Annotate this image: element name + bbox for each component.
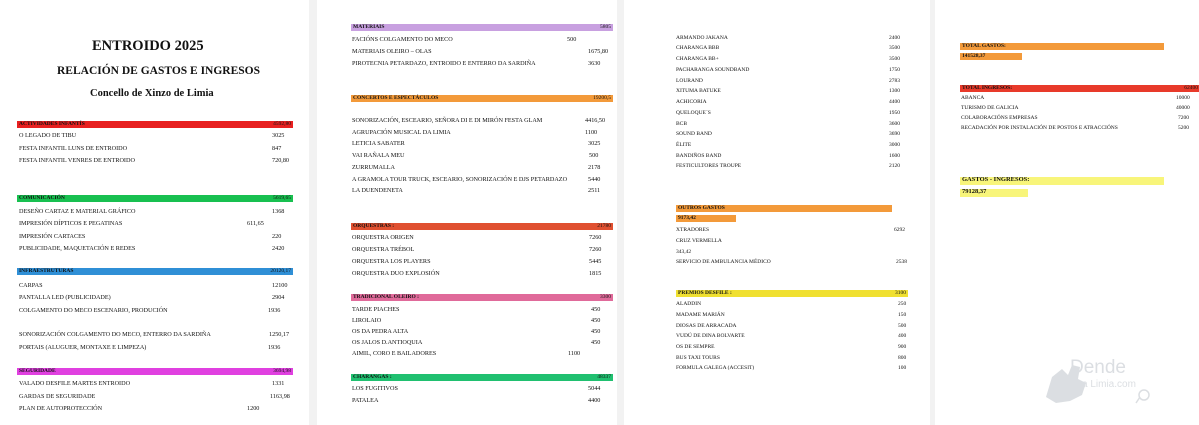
line-item-label: 343,42 — [676, 249, 692, 255]
line-item-label: OS DE SEMPRE — [676, 344, 715, 350]
total-gastos-value: 141528,37 — [962, 53, 986, 59]
watermark-logo — [1042, 357, 1152, 407]
section-total: 3300 — [600, 294, 611, 300]
line-item-label: BUS TAXI TOURS — [676, 355, 720, 361]
line-item-label: CARPAS — [19, 282, 43, 289]
line-item-label: DESEÑO CARTAZ E MATERIAL GRÁFICO — [19, 208, 136, 215]
organization-name: Concello de Xinzo de Limia — [90, 88, 214, 99]
section-label: SEGURIDADE — [19, 368, 56, 374]
line-item-label: DIOSAS DE ARRACADA — [676, 323, 737, 329]
line-item-label: VAI RAÑALA MEU — [352, 152, 405, 159]
line-item-label: RECADACIÓN POR INSTALACIÓN DE POSTOS E ATRACCIÓNS — [961, 125, 1118, 131]
line-item-label: PIROTECNIA PETARDAZO, ENTROIDO E ENTERRO DA SARDIÑA — [352, 60, 536, 67]
line-item-value: 3000 — [889, 142, 900, 148]
line-item-label: MATERIAIS OLEIRO – OLAS — [352, 48, 432, 55]
section-total: 20120,17 — [270, 268, 291, 274]
line-item-label: SOUND BAND — [676, 131, 712, 137]
section-label: CONCERTOS E ESPECTÁCULOS — [353, 95, 439, 101]
line-item-label: TARDE PIACHES — [352, 306, 400, 313]
line-item-label: ACHICORIA — [676, 99, 707, 105]
line-item-label: OS JALOS D.ANTIOQUIA — [352, 339, 423, 346]
line-item-value: 12100 — [272, 282, 288, 289]
page-1 — [0, 0, 309, 425]
line-item-label: O LEGADO DE TIBU — [19, 132, 77, 139]
line-item-value: 250 — [898, 301, 907, 307]
line-item-value: 3025 — [588, 140, 601, 147]
line-item-label: COLGAMENTO DO MECO ESCENARIO, PRODUCIÓN — [19, 307, 168, 314]
line-item-label: IMPRESIÓN DÍPTICOS E PEGATINAS — [19, 220, 123, 227]
line-item-label: FESTA INFANTIL VENRES DE ENTROIDO — [19, 157, 135, 164]
line-item-value: 10000 — [1176, 95, 1190, 101]
line-item-value: 1750 — [889, 67, 900, 73]
line-item-label: PUBLICIDADE, MAQUETACIÓN E REDES — [19, 245, 136, 252]
line-item-label: XTRADORES — [676, 227, 710, 233]
section-label: CHARANGAS : — [353, 374, 392, 380]
gastos-ingresos-label: GASTOS - INGRESOS: — [962, 176, 1030, 183]
line-item-label: LETICIA SABATER — [352, 140, 405, 147]
line-item-value: 3630 — [588, 60, 601, 67]
line-item-label: GARDAS DE SEGURIDADE — [19, 393, 96, 400]
line-item-value: 1250,17 — [269, 331, 290, 338]
line-item-value: 2904 — [272, 294, 285, 301]
line-item-label: ZURRUMALLA — [352, 164, 395, 171]
line-item-value: 3690 — [889, 131, 900, 137]
section-bar-materiais — [351, 24, 613, 31]
line-item-value: 7200 — [1178, 115, 1189, 121]
line-item-label: LA DUENDENETA — [352, 187, 403, 194]
line-item-value: 3500 — [889, 45, 900, 51]
line-item-label: OS DA PEDRA ALTA — [352, 328, 409, 335]
page-3 — [624, 0, 930, 425]
section-total: 4592,80 — [273, 121, 291, 127]
line-item-label: MADAME MARIÁN — [676, 312, 725, 318]
line-item-value: 500 — [567, 36, 577, 43]
line-item-label: AIMIL, CORO E BAILADORES — [352, 350, 437, 357]
line-item-value: 5445 — [589, 258, 602, 265]
line-item-label: IMPRESIÓN CARTACES — [19, 233, 86, 240]
line-item-label: CHARANGA BBB — [676, 45, 720, 51]
line-item-value: 5440 — [588, 176, 601, 183]
line-item-label: VALADO DESFILE MARTES ENTROIDO — [19, 380, 131, 387]
line-item-label: SONORIZACIÓN COLGAMENTO DO MECO, ENTERRO DA SARDIÑA — [19, 331, 211, 338]
line-item-value: 1300 — [889, 88, 900, 94]
section-bar-tradicional-oleiro — [351, 294, 613, 301]
line-item-value: 450 — [591, 306, 601, 313]
line-item-label: PANTALLA LED (PUBLICIDADE) — [19, 294, 111, 301]
line-item-label: COLABORACIÓNS EMPRESAS — [961, 115, 1038, 121]
line-item-value: 1950 — [889, 110, 900, 116]
document-title: ENTROIDO 2025 — [92, 38, 204, 54]
line-item-label: ORQUESTRA DUO EXPLOSIÓN — [352, 270, 440, 277]
line-item-value: 500 — [898, 323, 907, 329]
section-bar-outros-gastos — [676, 205, 892, 212]
section-label: ACTIVIDADES INFANTÍS — [19, 121, 85, 127]
line-item-label: ALADDIN — [676, 301, 702, 307]
line-item-value: 611,65 — [247, 220, 264, 227]
line-item-value: 7260 — [589, 246, 602, 253]
line-item-label: ORQUESTRA TRÉBOL — [352, 246, 415, 253]
section-bar-charangas — [351, 374, 613, 381]
line-item-value: 4400 — [889, 99, 900, 105]
line-item-label: PACHARANGA SOUNDBAND — [676, 67, 750, 73]
line-item-label: FESTA INFANTIL LUNS DE ENTROIDO — [19, 145, 128, 152]
total-ingresos-value: 62400 — [1184, 85, 1198, 91]
total-gastos-label: TOTAL GASTOS: — [962, 43, 1006, 49]
section-total: 5805 — [600, 24, 611, 30]
line-item-label: TURISMO DE GALICIA — [961, 105, 1019, 111]
line-item-value: 2511 — [588, 187, 601, 194]
line-item-label: BCB — [676, 121, 688, 127]
gastos-ingresos-value-bar — [960, 189, 1028, 197]
section-bar-seguridade — [17, 368, 293, 375]
section-label: INFRAESTRUTURAS — [19, 268, 74, 274]
total-ingresos-label: TOTAL INGRESOS: — [962, 85, 1013, 91]
line-item-value: 3500 — [889, 56, 900, 62]
line-item-label: FESTICULTORES TROUPE — [676, 163, 742, 169]
line-item-label: FORMULA GALEGA (ACCESIT) — [676, 365, 755, 371]
line-item-value: 1600 — [889, 153, 900, 159]
section-label: MATERIAIS — [353, 24, 385, 30]
line-item-value: 450 — [591, 317, 601, 324]
line-item-value: 2120 — [889, 163, 900, 169]
line-item-label: PORTAIS (ALUGUER, MONTAXE E LIMPEZA) — [19, 344, 147, 351]
line-item-label: ABANCA — [961, 95, 985, 101]
line-item-value: 150 — [898, 312, 907, 318]
section-bar-orquestras — [351, 223, 613, 230]
line-item-value: 720,80 — [272, 157, 290, 164]
line-item-value: 1936 — [268, 307, 281, 314]
line-item-value: 2420 — [272, 245, 285, 252]
section-total: 19200,5 — [593, 95, 611, 101]
line-item-label: PATALEA — [352, 397, 379, 404]
line-item-value: 2400 — [889, 35, 900, 41]
line-item-label: CHARANGA BB+ — [676, 56, 719, 62]
line-item-label: PLAN DE AUTOPROTECCIÓN — [19, 405, 103, 412]
line-item-value: 800 — [898, 355, 907, 361]
section-total: 5619,65 — [273, 195, 291, 201]
section-label: TRADICIONAL OLEIRO : — [353, 294, 420, 300]
line-item-value: 500 — [589, 152, 599, 159]
section-total: 3694,98 — [273, 368, 291, 374]
section-bar-actividades — [17, 121, 293, 128]
line-item-value: 7260 — [589, 234, 602, 241]
line-item-value: 40000 — [1176, 105, 1190, 111]
document-subtitle: RELACIÓN DE GASTOS E INGRESOS — [57, 65, 261, 77]
line-item-value: 1675,80 — [588, 48, 609, 55]
section-total: 48337 — [597, 374, 611, 380]
line-item-label: LOURAND — [676, 78, 703, 84]
line-item-value: 5044 — [588, 385, 601, 392]
section-total: 21780 — [597, 223, 611, 229]
line-item-value: 5200 — [1178, 125, 1189, 131]
section-label: OUTROS GASTOS — [678, 205, 725, 211]
line-item-value: 3025 — [272, 132, 285, 139]
line-item-value: 4400 — [588, 397, 601, 404]
section-label: ORQUESTRAS : — [353, 223, 395, 229]
section-bar-infraestruturas — [17, 268, 293, 275]
total-gastos-bar — [960, 43, 1164, 50]
gastos-ingresos-value: 79128,37 — [962, 188, 987, 195]
section-label: COMUNICACIÓN — [19, 195, 65, 201]
line-item-value: 1815 — [589, 270, 602, 277]
section-total: 3100 — [895, 290, 906, 296]
line-item-value: 1368 — [272, 208, 285, 215]
line-item-value: 2178 — [588, 164, 601, 171]
line-item-value: 1100 — [568, 350, 581, 357]
line-item-value: 450 — [591, 328, 601, 335]
line-item-label: QUELOQUE´S — [676, 110, 711, 116]
line-item-label: A GRAMOLA TOUR TRUCK, ESCEARIO, SONORIZACIÓN E DJS PETARDAZO — [352, 176, 568, 183]
total-ingresos-bar — [960, 85, 1199, 92]
line-item-label: ARMANDO JAKANA — [676, 35, 728, 41]
line-item-value: 847 — [272, 145, 282, 152]
line-item-value: 100 — [898, 365, 907, 371]
watermark-text-sub: a Limia.com — [1082, 379, 1136, 390]
line-item-label: SONORIZACIÓN, ESCEARIO, SEÑORA DI E DI MIRÓN FESTA GLAM — [352, 117, 543, 124]
line-item-value: 1163,98 — [270, 393, 290, 400]
section-total-bar — [676, 215, 736, 222]
line-item-label: ÉLITE — [676, 142, 692, 148]
line-item-value: 4416,50 — [585, 117, 606, 124]
page-2 — [317, 0, 617, 425]
line-item-label: BANDIÑOS BAND — [676, 153, 722, 159]
gastos-ingresos-bar — [960, 177, 1164, 185]
section-total: 9173,42 — [678, 215, 696, 221]
line-item-label: VUDÚ DE DINA BOLVARTE — [676, 333, 745, 339]
section-bar-comunicacion — [17, 195, 293, 202]
line-item-value: 900 — [898, 344, 907, 350]
line-item-label: ORQUESTRA ORIGEN — [352, 234, 414, 241]
line-item-label: XITUMA BATUKE — [676, 88, 721, 94]
line-item-label: SERVICIO DE AMBULANCIA MÉDICO — [676, 259, 771, 265]
line-item-value: 1200 — [247, 405, 260, 412]
line-item-value: 1100 — [585, 129, 598, 136]
section-label: PREMIOS DESFILE : — [678, 290, 732, 296]
line-item-value: 2538 — [896, 259, 907, 265]
line-item-label: LOS FUGITIVOS — [352, 385, 398, 392]
line-item-value: 1936 — [268, 344, 281, 351]
line-item-value: 400 — [898, 333, 907, 339]
line-item-value: 2783 — [889, 78, 900, 84]
line-item-label: AGRUPACIÓN MUSICAL DA LIMIA — [352, 129, 451, 136]
line-item-label: CRUZ VERMELLA — [676, 238, 722, 244]
total-gastos-value-bar — [960, 53, 1022, 60]
line-item-value: 220 — [272, 233, 282, 240]
section-bar-concertos — [351, 95, 613, 102]
line-item-value: 450 — [591, 339, 601, 346]
watermark-text-main: Dende — [1070, 357, 1126, 378]
line-item-value: 6292 — [894, 227, 905, 233]
line-item-label: ORQUESTRA LOS PLAYERS — [352, 258, 431, 265]
section-bar-premios-desfile — [676, 290, 908, 297]
line-item-value: 1331 — [272, 380, 285, 387]
line-item-label: LIROLAIO — [352, 317, 382, 324]
line-item-value: 3600 — [889, 121, 900, 127]
line-item-label: FACIÓNS COLGAMENTO DO MECO — [352, 36, 453, 43]
